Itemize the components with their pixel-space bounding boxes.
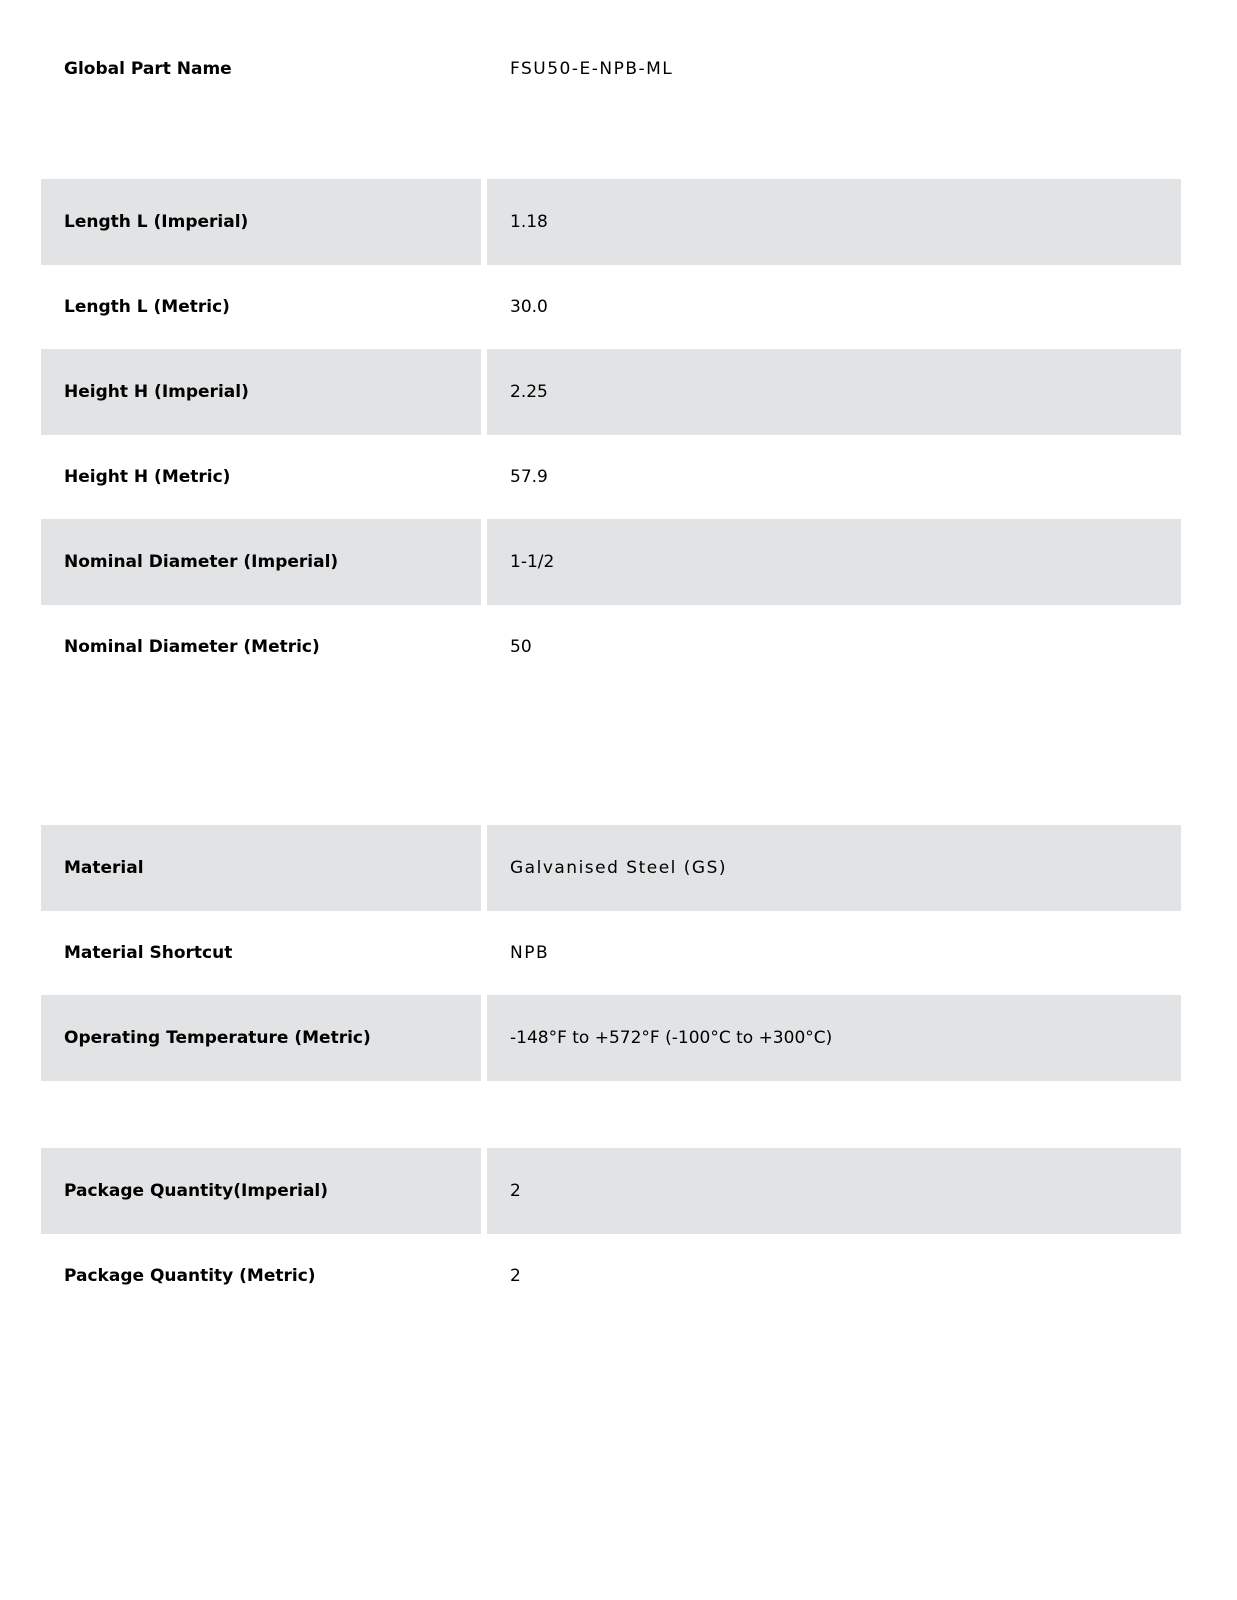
length-imperial-value: 1.18 bbox=[510, 212, 548, 232]
package-quantity-metric-value: 2 bbox=[510, 1266, 521, 1286]
length-metric-label: Length L (Metric) bbox=[64, 297, 230, 317]
value-cell bbox=[487, 1148, 1181, 1234]
material-shortcut-value: NPB bbox=[510, 943, 550, 963]
material-value: Galvanised Steel (GS) bbox=[510, 858, 728, 878]
row-height-imperial bbox=[41, 349, 1181, 435]
package-quantity-imperial-value: 2 bbox=[510, 1181, 521, 1201]
value-cell bbox=[487, 179, 1181, 265]
label-cell bbox=[41, 910, 481, 996]
nominal-diameter-metric-value: 50 bbox=[510, 637, 532, 657]
label-cell bbox=[41, 434, 481, 520]
value-cell bbox=[487, 995, 1181, 1081]
value-cell bbox=[487, 434, 1181, 520]
label-cell bbox=[41, 264, 481, 350]
height-imperial-label: Height H (Imperial) bbox=[64, 382, 249, 402]
value-cell bbox=[487, 264, 1181, 350]
label-cell bbox=[41, 995, 481, 1081]
row-length-imperial bbox=[41, 179, 1181, 265]
value-cell bbox=[487, 519, 1181, 605]
label-cell bbox=[41, 179, 481, 265]
row-nominal-diameter-metric bbox=[41, 604, 1181, 690]
height-imperial-value: 2.25 bbox=[510, 382, 548, 402]
material-shortcut-label: Material Shortcut bbox=[64, 943, 233, 963]
value-cell bbox=[487, 1233, 1181, 1319]
label-cell bbox=[41, 519, 481, 605]
value-cell bbox=[487, 825, 1181, 911]
value-cell bbox=[487, 910, 1181, 996]
label-cell bbox=[41, 349, 481, 435]
row-operating-temperature bbox=[41, 995, 1181, 1081]
value-cell bbox=[487, 349, 1181, 435]
height-metric-label: Height H (Metric) bbox=[64, 467, 231, 487]
row-length-metric bbox=[41, 264, 1181, 350]
row-nominal-diameter-imperial bbox=[41, 519, 1181, 605]
package-quantity-metric-label: Package Quantity (Metric) bbox=[64, 1266, 316, 1286]
height-metric-value: 57.9 bbox=[510, 467, 548, 487]
global-part-name-label: Global Part Name bbox=[64, 59, 232, 79]
label-cell bbox=[41, 26, 481, 112]
package-quantity-imperial-label: Package Quantity(Imperial) bbox=[64, 1181, 329, 1201]
nominal-diameter-metric-label: Nominal Diameter (Metric) bbox=[64, 637, 320, 657]
material-label: Material bbox=[64, 858, 144, 878]
value-cell bbox=[487, 604, 1181, 690]
row-height-metric bbox=[41, 434, 1181, 520]
row-global-part-name bbox=[41, 26, 1181, 112]
label-cell bbox=[41, 1148, 481, 1234]
label-cell bbox=[41, 825, 481, 911]
operating-temperature-value: -148°F to +572°F (-100°C to +300°C) bbox=[510, 1028, 833, 1048]
label-cell bbox=[41, 604, 481, 690]
nominal-diameter-imperial-value: 1-1/2 bbox=[510, 552, 555, 572]
row-package-quantity-metric bbox=[41, 1233, 1181, 1319]
nominal-diameter-imperial-label: Nominal Diameter (Imperial) bbox=[64, 552, 339, 572]
length-imperial-label: Length L (Imperial) bbox=[64, 212, 249, 232]
length-metric-value: 30.0 bbox=[510, 297, 548, 317]
operating-temperature-label: Operating Temperature (Metric) bbox=[64, 1028, 371, 1048]
global-part-name-value: FSU50-E-NPB-ML bbox=[510, 59, 674, 79]
row-material bbox=[41, 825, 1181, 911]
row-material-shortcut bbox=[41, 910, 1181, 996]
row-package-quantity-imperial bbox=[41, 1148, 1181, 1234]
label-cell bbox=[41, 1233, 481, 1319]
value-cell bbox=[487, 26, 1181, 112]
